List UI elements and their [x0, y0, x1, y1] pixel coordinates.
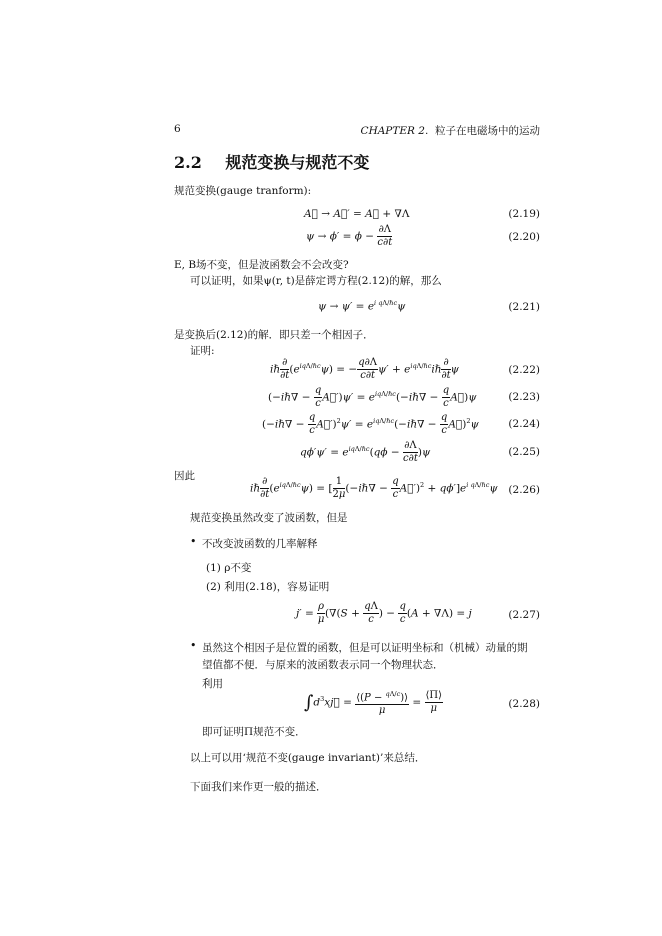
paragraph-after-2-21: 是变换后(2.12)的解．即只差一个相因子． — [174, 329, 374, 341]
section-heading — [174, 150, 369, 173]
eq-number-2-28: (2.28) — [508, 698, 540, 710]
use-text: 利用 — [202, 678, 223, 690]
intro-text: 规范变换(gauge tranform): — [174, 185, 312, 197]
chapter-title: 粒子在电磁场中的运动 — [435, 125, 540, 137]
equation-2-22: iℏ $\frac{\partial}{\partial t}$ $(e^{iq\Lambda/\hbar c}\psi)$ = − $\frac{q\partial\Lambda}{c\partial t}$ $\psi' + e^{iq\Lambda/\hbar c}i\hbar$ $\frac{\partial}{\partial t}$ ψ — [270, 357, 459, 381]
section-title: 规范变换与规范不变 — [225, 153, 370, 172]
bullet-dot: • — [190, 535, 197, 548]
equation-2-19: A⃗ → A⃗′ = A⃗ + ∇Λ — [304, 208, 410, 220]
equation-2-21: $\psi \to \psi' = e^{i q\Lambda/\hbar c}\psi$ — [318, 299, 406, 313]
paragraph-hence: 因此 — [174, 470, 195, 482]
eq-number-2-24: (2.24) — [508, 418, 540, 430]
equation-2-24: (−iℏ∇ − $\frac{q}{c}$ A⃗′)$^2$ψ′ = $e^{iq\Lambda/\hbar c}(-i\hbar\nabla$ − $\frac{q}{c}$ A⃗)$^2$ψ — [262, 412, 479, 436]
section-number: 2.2 — [174, 153, 202, 172]
eq-number-2-25: (2.25) — [508, 446, 540, 458]
eq-number-2-19: (2.19) — [508, 208, 540, 220]
bullet-2-line-1: 虽然这个相因子是位置的函数，但是可以证明坐标和（机械）动量的期 — [202, 642, 528, 654]
equation-2-23: (−iℏ∇ − $\frac{q}{c}$ A⃗′)ψ′ = $e^{iq\Lambda/\hbar c}(-i\hbar\nabla$ − $\frac{q}{c}$ A⃗)ψ — [268, 385, 477, 409]
running-header — [361, 123, 540, 138]
eq-number-2-26: (2.26) — [508, 484, 540, 496]
list-item-1: (1) ρ不变 — [206, 562, 252, 574]
bullet-dot: • — [190, 639, 197, 652]
paragraph-proof: 证明: — [190, 345, 215, 357]
eq-number-2-27: (2.27) — [508, 609, 540, 621]
proven-pi: 即可证明Π规范不变． — [202, 726, 306, 738]
page-number: 6 — [174, 123, 181, 135]
bullet-1-text: 不改变波函数的几率解释 — [202, 538, 318, 550]
eq-number-2-22: (2.22) — [508, 364, 540, 376]
equation-2-28: $\int d^3xj⃗$ = $\frac{⟨(P - ^{q\Lambda/c})⟩}{\mu}$ = $\frac{⟨\Pi⟩}{\mu}$ — [304, 690, 443, 717]
next-text: 下面我们来作更一般的描述． — [190, 781, 327, 793]
eq-number-2-21: (2.21) — [508, 301, 540, 313]
paragraph-proof-claim: 可以证明，如果ψ(r, t)是薛定谔方程(2.12)的解，那么 — [190, 275, 442, 287]
equation-2-20: ψ → ϕ′ = ϕ − $\frac{\partial\Lambda}{c\partial t}$ — [306, 224, 393, 248]
paragraph-gauge-changes: 规范变换虽然改变了波函数，但是 — [190, 512, 348, 524]
paragraph-eb: E, B场不变，但是波函数会不会改变? — [174, 259, 349, 271]
eq-number-2-20: (2.20) — [508, 231, 540, 243]
list-item-2: (2) 利用(2.18)，容易证明 — [206, 581, 330, 593]
chapter-label: CHAPTER 2. — [360, 125, 429, 137]
equation-2-26: iℏ $\frac{\partial}{\partial t}$ $(e^{iq\Lambda/\hbar c}\psi)$ = [ $\frac{1}{2\mu}$ (−iℏ∇ − $\frac{q}{c}$ A⃗′)$^2$ + $q\phi']e^{i q\Lambda/\hbar c}\psi$ — [250, 476, 498, 500]
eq-number-2-23: (2.23) — [508, 391, 540, 403]
bullet-2-line-2: 望值都不便．与原来的波函数表示同一个物理状态． — [202, 659, 444, 671]
summary-text: 以上可以用‘规范不变(gauge invariant)’来总结． — [190, 752, 426, 764]
equation-2-25: $q\phi'\psi' = e^{iq\Lambda/\hbar c}(q\phi$ − $\frac{\partial\Lambda}{c\partial t}$ )ψ — [300, 440, 431, 464]
equation-2-27: j′ = $\frac{\rho}{\mu}$ (∇(S + $\frac{q\Lambda}{c}$ ) − $\frac{q}{c}$ (A + ∇Λ) = j — [296, 601, 472, 625]
